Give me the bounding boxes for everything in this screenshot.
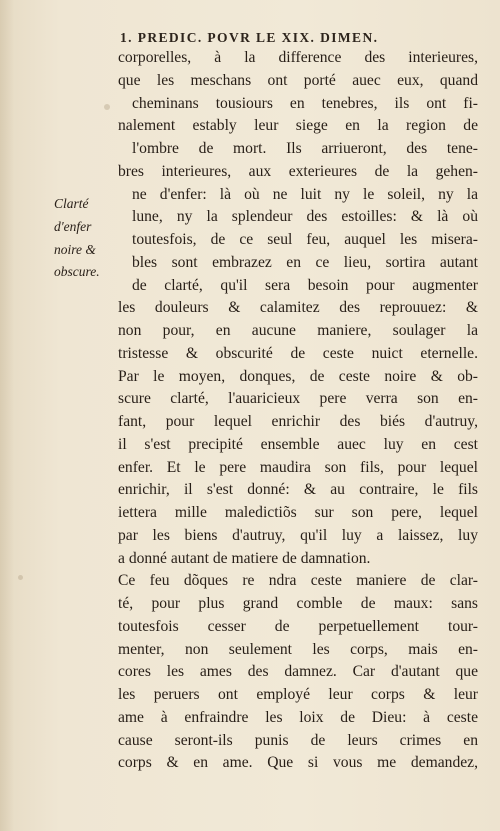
- text-line: les douleurs & calamitez des reprouuez: &: [118, 299, 478, 317]
- body-text: [118, 47, 478, 775]
- text-line: bles sont embrazez en ce lieu, sortira autant: [132, 253, 478, 271]
- marginal-note-line: obscure.: [54, 264, 100, 280]
- text-line: a donné autant de matiere de damnation.: [118, 549, 371, 567]
- text-line: l'ombre de mort. Ils arriueront, des tene-: [132, 140, 478, 157]
- text-line: corps & en ame. Que si vous me demandez,: [118, 754, 478, 772]
- marginal-note-line: Clarté: [54, 196, 89, 211]
- text-line: scure clarté, l'auaricieux pere verra son en-: [118, 390, 478, 408]
- text-line: enrichir, il s'est donné: & au contraire, le fils: [118, 481, 478, 499]
- running-head: 1. PREDIC. POVR LE XIX. DIMEN.: [120, 30, 379, 45]
- text-line: enfer. Et le pere maudira son fils, pour lequel: [118, 458, 478, 476]
- text-line: bres interieures, aux exterieures de la gehen-: [118, 162, 478, 180]
- text-line: Ce feu dõques re ndra ceste maniere de clar-: [118, 572, 478, 590]
- paper-stain: [18, 575, 23, 580]
- text-line: corporelles, à la difference des interieures,: [118, 49, 478, 66]
- text-line: par les biens d'autruy, qu'il luy a laissez, luy: [118, 526, 478, 544]
- text-line: les peruers ont employé leur corps & leur: [118, 686, 478, 703]
- text-line: té, pour plus grand comble de maux: sans: [118, 595, 478, 612]
- marginal-note-line: noire &: [54, 241, 96, 257]
- text-line: nalement estably leur siege en la region de: [118, 117, 478, 135]
- text-line: toutesfois cesser de perpetuellement tour-: [118, 617, 478, 635]
- text-line: cheminans tousiours en tenebres, ils ont fi-: [132, 94, 478, 112]
- text-line: de clarté, qu'il sera besoin pour augmenter: [132, 276, 478, 294]
- text-line: toutesfois, de ce seul feu, auquel les misera-: [132, 231, 478, 248]
- text-line: il s'est precipité ensemble auec luy en cest: [118, 435, 478, 453]
- text-line: que les meschans ont porté auec eux, quand: [118, 71, 478, 89]
- text-line: ame à enfraindre les loix de Dieu: à ceste: [118, 708, 478, 726]
- marginal-note-line: d'enfer: [54, 218, 92, 234]
- text-line: non pour, en aucune maniere, soulager la: [118, 322, 478, 339]
- text-line: cores les ames des damnez. Car d'autant que: [118, 663, 478, 681]
- text-line: ne d'enfer: là où ne luit ny le soleil, ny la: [132, 185, 478, 203]
- page-gutter-shadow: [0, 0, 14, 831]
- text-line: fant, pour lequel enrichir des biés d'autruy,: [118, 413, 478, 430]
- text-line: menter, non seulement les corps, mais en-: [118, 640, 478, 658]
- text-line: iettera mille maledictiõs sur son pere, lequel: [118, 504, 478, 521]
- text-line: Par le moyen, donques, de ceste noire & ob-: [118, 367, 478, 385]
- text-line: cause seront-ils punis de leurs crimes en: [118, 731, 478, 749]
- paper-stain: [104, 104, 110, 110]
- marginal-note: [54, 193, 124, 284]
- text-line: lune, ny la splendeur des estoilles: & là où: [132, 208, 478, 226]
- text-line: tristesse & obscurité de ceste nuict eternelle.: [118, 344, 478, 362]
